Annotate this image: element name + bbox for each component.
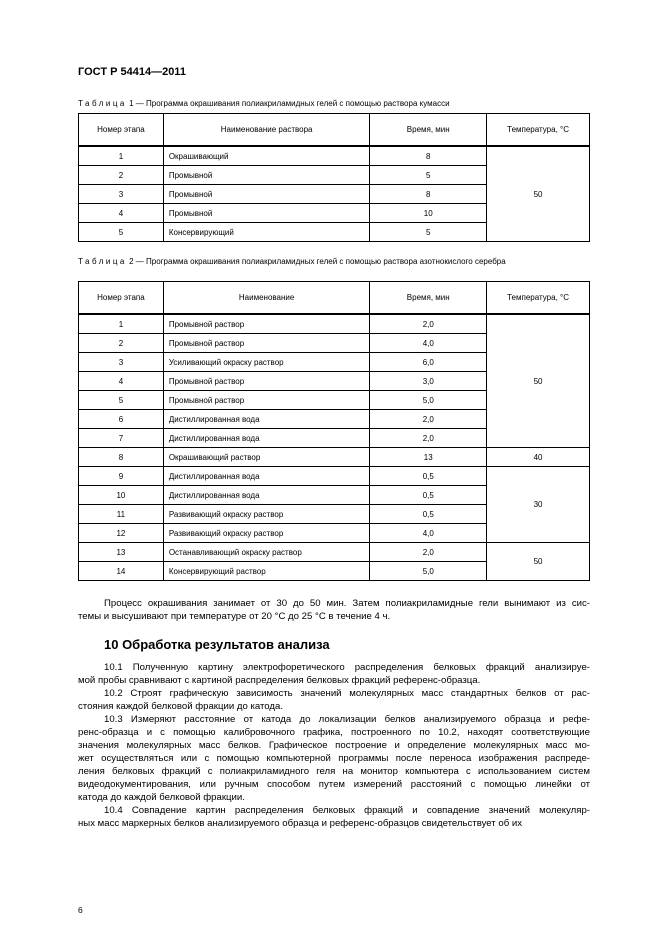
column-header: Номер этапа bbox=[79, 114, 164, 147]
solution-name: Развивающий окраску раствор bbox=[163, 505, 370, 524]
text-line: мой пробы сравнивают с картиной распределения белковых фракций референс-образца. bbox=[78, 675, 481, 686]
time-minutes: 10 bbox=[370, 204, 487, 223]
solution-name: Дистиллированная вода bbox=[163, 429, 370, 448]
step-number: 5 bbox=[79, 391, 164, 410]
table2-caption bbox=[78, 257, 593, 267]
time-minutes: 5 bbox=[370, 223, 487, 242]
time-minutes: 5 bbox=[370, 166, 487, 185]
time-minutes: 8 bbox=[370, 185, 487, 204]
step-number: 14 bbox=[79, 562, 164, 581]
time-minutes: 3,0 bbox=[370, 372, 487, 391]
text-line: жет осуществляться или с помощью компьютерной программы после переноса изображения распреде- bbox=[78, 753, 590, 764]
caption-text: 1 — Программа окрашивания полиакриламидных гелей с помощью раствора кумасси bbox=[126, 99, 450, 108]
table-row bbox=[79, 543, 590, 562]
temperature: 50 bbox=[487, 314, 590, 448]
text-line: катода до каждой белковой фракции. bbox=[78, 792, 245, 803]
text-line: ренс-образца и с помощью калибровочного графика, построенного по 10.2, находят соответствующие bbox=[78, 727, 590, 738]
time-minutes: 0,5 bbox=[370, 486, 487, 505]
step-number: 12 bbox=[79, 524, 164, 543]
time-minutes: 6,0 bbox=[370, 353, 487, 372]
text-line: стояния каждой белковой фракции до катода. bbox=[78, 701, 284, 712]
time-minutes: 0,5 bbox=[370, 467, 487, 486]
solution-name: Промывной bbox=[163, 204, 370, 223]
table-row bbox=[79, 146, 590, 166]
caption-label: Таблица bbox=[78, 257, 127, 266]
step-number: 3 bbox=[79, 185, 164, 204]
temperature: 40 bbox=[487, 448, 590, 467]
solution-name: Промывной bbox=[163, 185, 370, 204]
step-number: 7 bbox=[79, 429, 164, 448]
time-minutes: 2,0 bbox=[370, 429, 487, 448]
time-minutes: 5,0 bbox=[370, 562, 487, 581]
time-minutes: 0,5 bbox=[370, 505, 487, 524]
solution-name: Окрашивающий раствор bbox=[163, 448, 370, 467]
step-number: 5 bbox=[79, 223, 164, 242]
step-number: 8 bbox=[79, 448, 164, 467]
solution-name: Останавливающий окраску раствор bbox=[163, 543, 370, 562]
temperature: 50 bbox=[487, 146, 590, 242]
step-number: 4 bbox=[79, 204, 164, 223]
solution-name: Промывной bbox=[163, 166, 370, 185]
solution-name: Промывной раствор bbox=[163, 314, 370, 334]
solution-name: Промывной раствор bbox=[163, 391, 370, 410]
solution-name: Окрашивающий bbox=[163, 146, 370, 166]
time-minutes: 13 bbox=[370, 448, 487, 467]
solution-name: Консервирующий bbox=[163, 223, 370, 242]
table1-caption bbox=[78, 99, 593, 109]
step-number: 3 bbox=[79, 353, 164, 372]
column-header: Наименование bbox=[163, 282, 370, 315]
section-title: 10 Обработка результатов анализа bbox=[104, 637, 330, 652]
column-header: Наименование раствора bbox=[163, 114, 370, 147]
column-header: Температура, °С bbox=[487, 114, 590, 147]
text-line: ных масс маркерных белков анализируемого образца и референс-образцов свидетельствует об их bbox=[78, 818, 523, 829]
caption-label: Таблица bbox=[78, 99, 127, 108]
step-number: 1 bbox=[79, 146, 164, 166]
text-line: Процесс окрашивания занимает от 30 до 50 мин. Затем полиакриламидные гели вынимают из сис- bbox=[104, 598, 590, 609]
column-header: Время, мин bbox=[370, 114, 487, 147]
solution-name: Усиливающий окраску раствор bbox=[163, 353, 370, 372]
solution-name: Дистиллированная вода bbox=[163, 410, 370, 429]
text-line: темы и высушивают при температуре от 20 °С до 25 °С в течение 4 ч. bbox=[78, 611, 391, 622]
text-line: ления белковых фракций с полиакриламидного геля на монитор компьютера с использованием систем bbox=[78, 766, 590, 777]
intro-paragraph bbox=[78, 597, 590, 623]
step-number: 2 bbox=[79, 334, 164, 353]
solution-name: Консервирующий раствор bbox=[163, 562, 370, 581]
step-number: 4 bbox=[79, 372, 164, 391]
table-1 bbox=[78, 113, 590, 242]
time-minutes: 2,0 bbox=[370, 410, 487, 429]
column-header: Температура, °С bbox=[487, 282, 590, 315]
paragraph-1 bbox=[78, 661, 590, 687]
caption-text: 2 — Программа окрашивания полиакриламидных гелей с помощью раствора азотнокислого серебра bbox=[126, 257, 506, 266]
time-minutes: 2,0 bbox=[370, 543, 487, 562]
time-minutes: 4,0 bbox=[370, 524, 487, 543]
temperature: 30 bbox=[487, 467, 590, 543]
table-row bbox=[79, 314, 590, 334]
text-line: 10.3 Измеряют расстояние от катода до локализации белков анализируемого образца и рефе- bbox=[104, 714, 590, 725]
text-line: значения молекулярных масс белков. Графическое построение и определение молекулярных масс мо- bbox=[78, 740, 590, 751]
page-number: 6 bbox=[78, 905, 83, 915]
step-number: 10 bbox=[79, 486, 164, 505]
step-number: 2 bbox=[79, 166, 164, 185]
time-minutes: 4,0 bbox=[370, 334, 487, 353]
column-header: Номер этапа bbox=[79, 282, 164, 315]
solution-name: Промывной раствор bbox=[163, 372, 370, 391]
step-number: 13 bbox=[79, 543, 164, 562]
table-2 bbox=[78, 281, 590, 581]
paragraph-4 bbox=[78, 804, 590, 830]
paragraph-3 bbox=[78, 713, 590, 804]
step-number: 1 bbox=[79, 314, 164, 334]
time-minutes: 2,0 bbox=[370, 314, 487, 334]
text-line: 10.2 Строят графическую зависимость значений молекулярных масс стандартных белков от рас- bbox=[104, 688, 590, 699]
step-number: 6 bbox=[79, 410, 164, 429]
text-line: 10.4 Совпадение картин распределения белковых фракций и совпадение значений молекуляр- bbox=[104, 805, 590, 816]
section-body bbox=[78, 661, 590, 830]
solution-name: Развивающий окраску раствор bbox=[163, 524, 370, 543]
temperature: 50 bbox=[487, 543, 590, 581]
solution-name: Дистиллированная вода bbox=[163, 467, 370, 486]
paragraph-2 bbox=[78, 687, 590, 713]
text-line: видеодокументирования, или ручным способом путем измерений расстояний с помощью линейки от bbox=[78, 779, 590, 790]
text-line: 10.1 Полученную картину электрофоретического распределения белковых фракций анализируе- bbox=[104, 662, 590, 673]
step-number: 11 bbox=[79, 505, 164, 524]
step-number: 9 bbox=[79, 467, 164, 486]
column-header: Время, мин bbox=[370, 282, 487, 315]
time-minutes: 8 bbox=[370, 146, 487, 166]
time-minutes: 5,0 bbox=[370, 391, 487, 410]
table-row bbox=[79, 448, 590, 467]
solution-name: Промывной раствор bbox=[163, 334, 370, 353]
solution-name: Дистиллированная вода bbox=[163, 486, 370, 505]
table-row bbox=[79, 467, 590, 486]
document-header: ГОСТ Р 54414—2011 bbox=[78, 66, 186, 78]
